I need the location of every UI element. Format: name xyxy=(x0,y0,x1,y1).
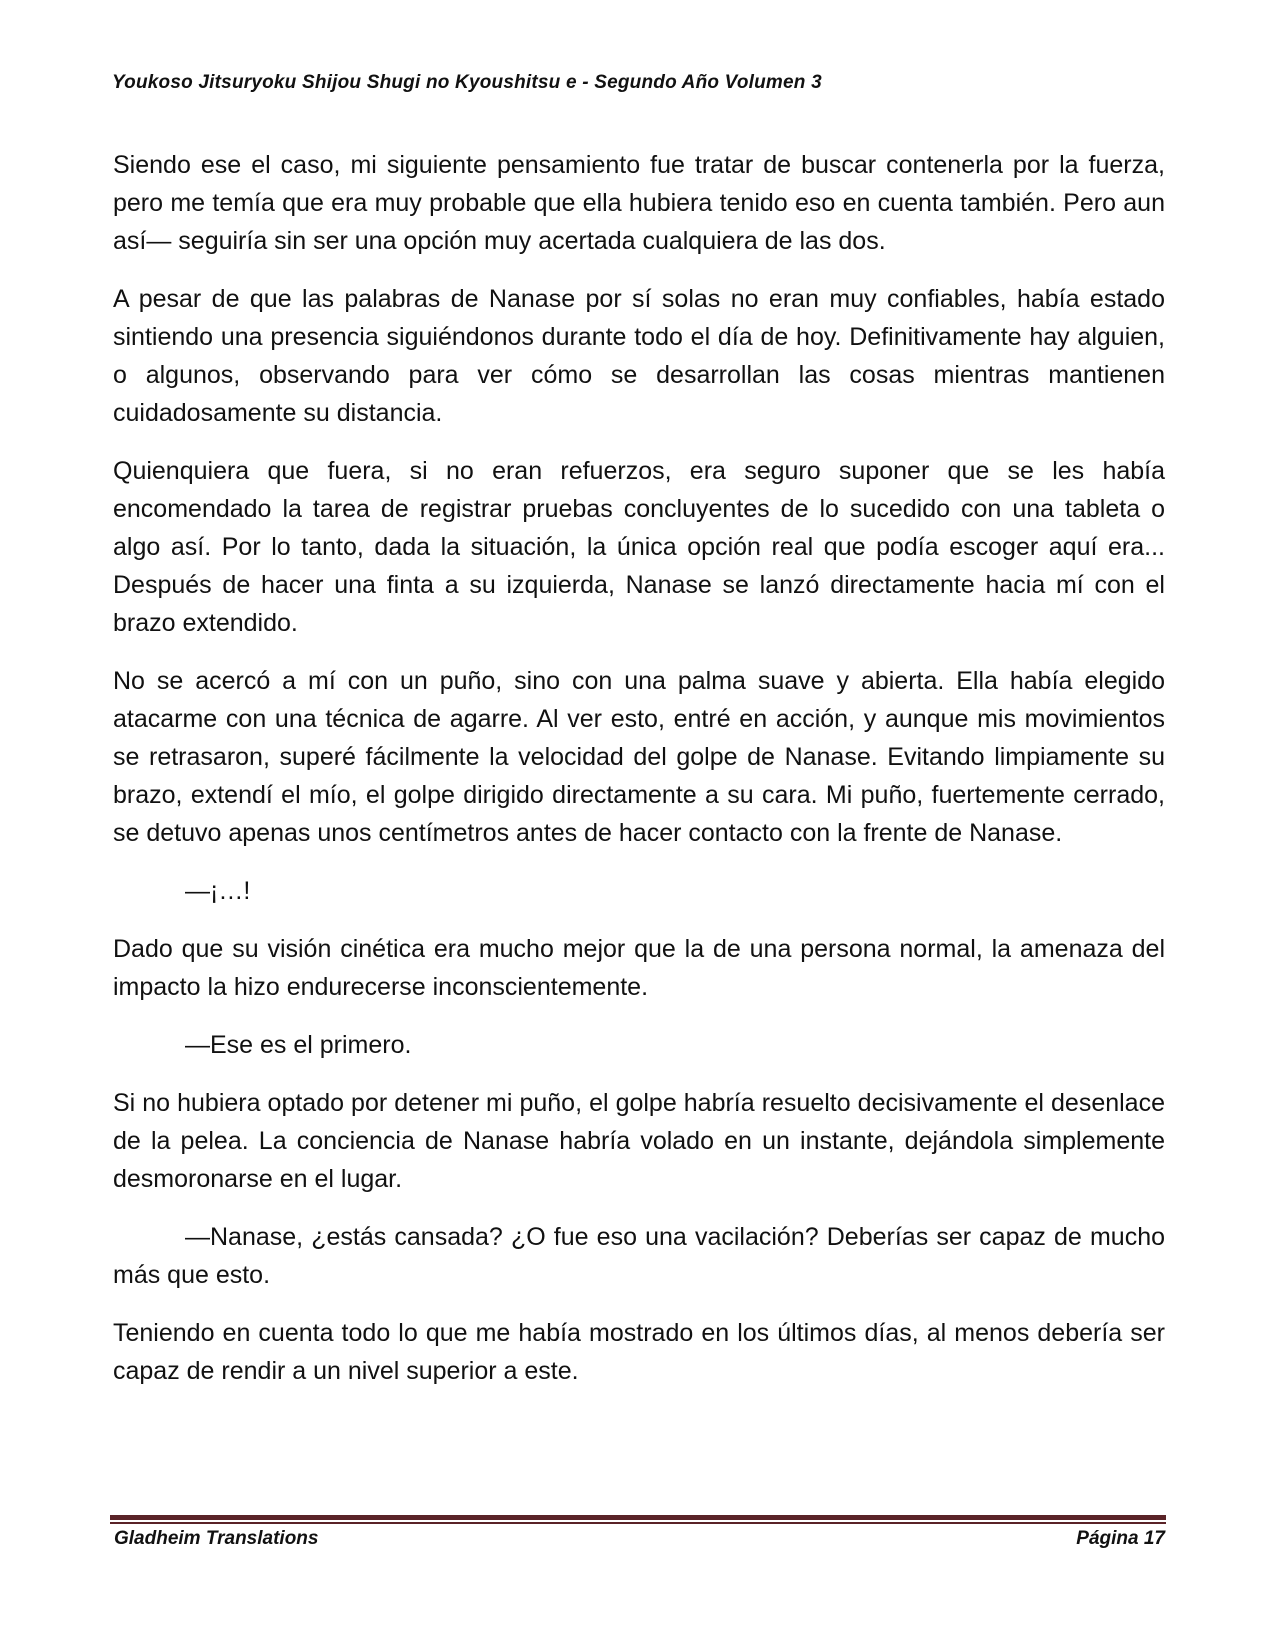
footer-translator: Gladheim Translations xyxy=(114,1528,319,1549)
footer-rule-thin xyxy=(110,1522,1166,1524)
paragraph: Quienquiera que fuera, si no eran refuerzos, era seguro suponer que se les había encomendado la tarea de registrar pruebas concluyentes de lo sucedido con una tableta o algo así. Por lo tanto, dada la situación, la única opción real que podía escoger aquí era... Después de hacer una finta a su izquierda, Nanase se lanzó directamente hacia mí con el brazo extendido. xyxy=(113,457,1165,637)
paragraph: A pesar de que las palabras de Nanase por sí solas no eran muy confiables, había estado sintiendo una presencia siguiéndonos durante todo el día de hoy. Definitivamente hay alguien, o algunos, observando para ver cómo se desarrollan las cosas mientras mantienen cuidadosamente su distancia. xyxy=(113,285,1165,427)
dialog-line: —Nanase, ¿estás cansada? ¿O fue eso una vacilación? Deberías ser capaz de mucho más que esto. xyxy=(113,1223,1165,1289)
paragraph: Dado que su visión cinética era mucho mejor que la de una persona normal, la amenaza del impacto la hizo endurecerse inconscientemente. xyxy=(113,935,1165,1001)
dialog-line: —Ese es el primero. xyxy=(185,1031,412,1059)
paragraph: Siendo ese el caso, mi siguiente pensamiento fue tratar de buscar contenerla por la fuerza, pero me temía que era muy probable que ella hubiera tenido eso en cuenta también. Pero aun así— seguiría sin ser una opción muy acertada cualquiera de las dos. xyxy=(113,151,1165,255)
paragraph: Si no hubiera optado por detener mi puño, el golpe habría resuelto decisivamente el desenlace de la pelea. La conciencia de Nanase habría volado en un instante, dejándola simplemente desmoronarse en el lugar. xyxy=(113,1089,1165,1193)
running-header: Youkoso Jitsuryoku Shijou Shugi no Kyoushitsu e - Segundo Año Volumen 3 xyxy=(112,72,822,93)
page-body xyxy=(113,146,1165,1410)
dialog-line: —¡…! xyxy=(185,877,251,905)
footer-rule-thick xyxy=(110,1515,1166,1520)
footer-page-number: Página 17 xyxy=(1076,1528,1165,1549)
paragraph: Teniendo en cuenta todo lo que me había mostrado en los últimos días, al menos debería ser capaz de rendir a un nivel superior a este. xyxy=(113,1319,1165,1385)
paragraph: No se acercó a mí con un puño, sino con una palma suave y abierta. Ella había elegido atacarme con una técnica de agarre. Al ver esto, entré en acción, y aunque mis movimientos se retrasaron, superé fácilmente la velocidad del golpe de Nanase. Evitando limpiamente su brazo, extendí el mío, el golpe dirigido directamente a su cara. Mi puño, fuertemente cerrado, se detuvo apenas unos centímetros antes de hacer contacto con la frente de Nanase. xyxy=(113,667,1165,847)
